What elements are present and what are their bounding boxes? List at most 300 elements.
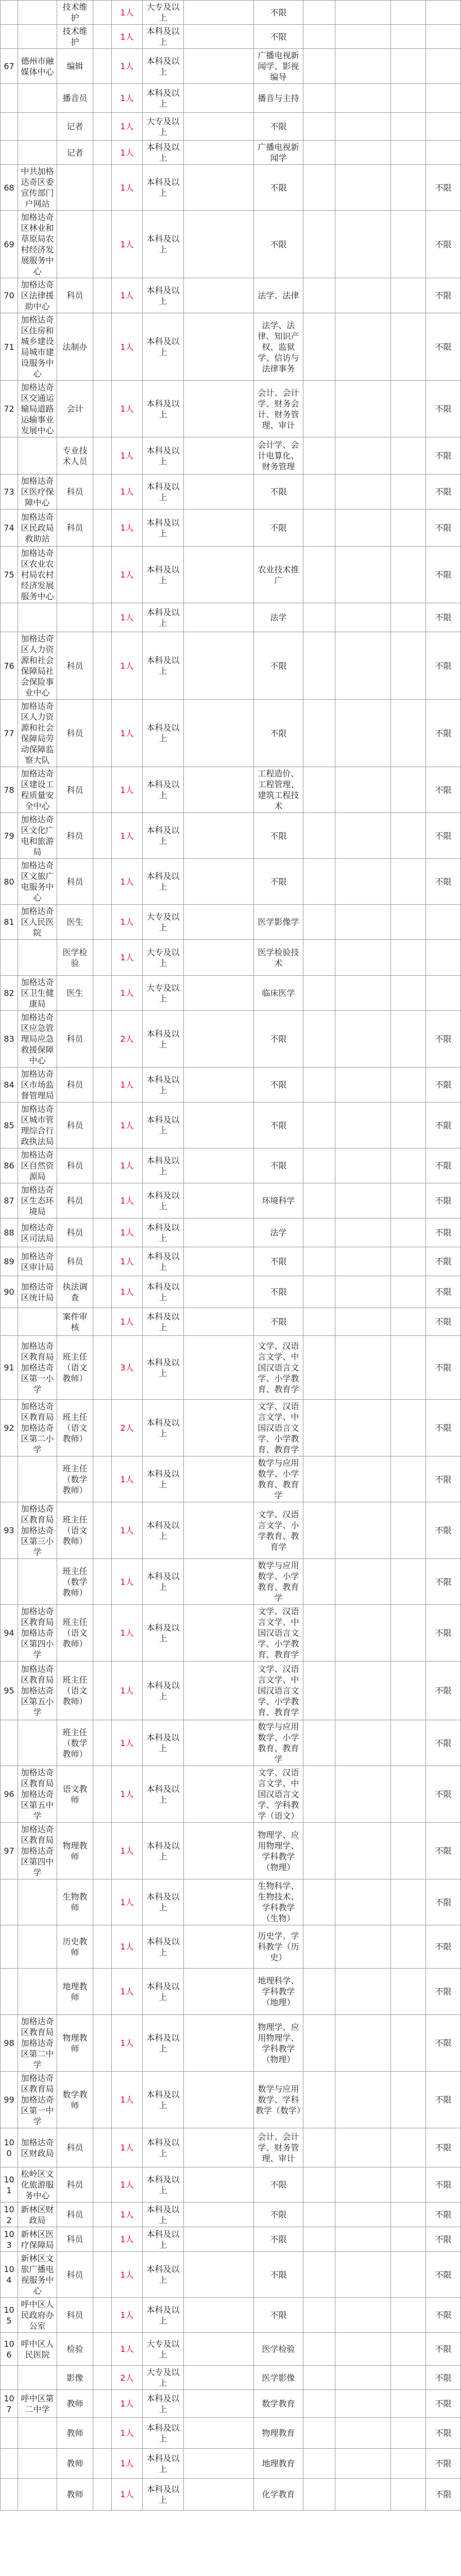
row-number-cell: 89	[1, 1247, 18, 1276]
unit-name-cell	[18, 25, 57, 49]
empty-cell	[93, 1276, 112, 1308]
headcount-cell: 1人	[112, 1879, 143, 1925]
empty-cell	[391, 1247, 426, 1276]
education-cell: 本科及以上	[143, 1103, 184, 1148]
major-cell: 数学与应用数学、小学教育、教育学	[254, 1559, 303, 1605]
headcount-cell: 1人	[112, 2252, 143, 2298]
empty-cell	[391, 976, 426, 1011]
education-cell: 本科及以上	[143, 603, 184, 632]
other-requirement-cell: 不限	[426, 1148, 461, 1183]
empty-cell	[391, 381, 426, 437]
headcount-cell: 1人	[112, 2202, 143, 2227]
empty-cell	[184, 2128, 254, 2167]
unit-name-cell: 加格达奇区医疗保障中心	[18, 474, 57, 510]
empty-cell	[184, 1502, 254, 1559]
empty-cell	[93, 2390, 112, 2418]
empty-cell	[335, 437, 391, 474]
unit-name-cell: 加格达奇区生态环境局	[18, 1183, 57, 1218]
post-name-cell: 数学教师	[57, 2072, 93, 2128]
unit-name-cell: 加格达奇区农业农村局农村经济发展服务中心	[18, 547, 57, 603]
major-cell: 广播电视新闻学	[254, 141, 303, 165]
row-number-cell: 96	[1, 1766, 18, 1823]
empty-cell	[335, 1067, 391, 1103]
empty-cell	[303, 1766, 335, 1823]
headcount-cell: 1人	[112, 1148, 143, 1183]
row-number-cell: 101	[1, 2167, 18, 2202]
table-row	[1, 905, 461, 940]
row-number-cell	[1, 1456, 18, 1502]
empty-cell	[391, 2479, 426, 2511]
education-cell: 本科及以上	[143, 547, 184, 603]
major-cell: 数学与应用数学、小学教育、教育学	[254, 1456, 303, 1502]
empty-cell	[184, 1218, 254, 1247]
empty-cell	[93, 510, 112, 547]
row-number-cell: 91	[1, 1336, 18, 1400]
education-cell: 大专及以上	[143, 1, 184, 25]
major-cell: 播音与主持	[254, 84, 303, 113]
empty-cell	[93, 859, 112, 905]
other-requirement-cell: 不限	[426, 2418, 461, 2449]
empty-cell	[391, 1605, 426, 1662]
other-requirement-cell	[426, 113, 461, 141]
major-cell: 不限	[254, 813, 303, 859]
headcount-cell: 1人	[112, 113, 143, 141]
table-row	[1, 1969, 461, 2015]
empty-cell	[93, 1400, 112, 1456]
empty-cell	[184, 2227, 254, 2252]
headcount-cell: 1人	[112, 2449, 143, 2479]
major-cell: 文学、汉语言文学、中国汉语言文学、小学教育、教育学	[254, 1605, 303, 1662]
empty-cell	[335, 1456, 391, 1502]
empty-cell	[391, 632, 426, 700]
headcount-cell: 1人	[112, 1502, 143, 1559]
empty-cell	[303, 165, 335, 211]
other-requirement-cell: 不限	[426, 813, 461, 859]
empty-cell	[184, 2418, 254, 2449]
empty-cell	[391, 1148, 426, 1183]
table-row	[1, 113, 461, 141]
table-row	[1, 1925, 461, 1969]
empty-cell	[93, 1336, 112, 1400]
headcount-cell: 1人	[112, 2128, 143, 2167]
empty-cell	[93, 1247, 112, 1276]
education-cell: 本科及以上	[143, 2252, 184, 2298]
empty-cell	[184, 211, 254, 278]
other-requirement-cell: 不限	[426, 2167, 461, 2202]
education-cell: 大专及以上	[143, 113, 184, 141]
unit-name-cell	[18, 603, 57, 632]
empty-cell	[335, 859, 391, 905]
empty-cell	[93, 2333, 112, 2366]
education-cell: 本科及以上	[143, 813, 184, 859]
unit-name-cell: 加格达奇区教育局加格达奇区第一小学	[18, 1336, 57, 1400]
post-name-cell: 记者	[57, 113, 93, 141]
unit-name-cell: 加格达奇区文旅广电服务中心	[18, 859, 57, 905]
post-name-cell: 科员	[57, 859, 93, 905]
empty-cell	[303, 437, 335, 474]
unit-name-cell	[18, 1, 57, 25]
empty-cell	[93, 437, 112, 474]
post-name-cell: 班主任（数学教师）	[57, 1456, 93, 1502]
education-cell: 本科及以上	[143, 313, 184, 381]
other-requirement-cell: 不限	[426, 1247, 461, 1276]
empty-cell	[303, 1336, 335, 1400]
empty-cell	[93, 1148, 112, 1183]
unit-name-cell: 加格达奇区自然资源局	[18, 1148, 57, 1183]
other-requirement-cell: 不限	[426, 1456, 461, 1502]
row-number-cell	[1, 1720, 18, 1766]
table-row	[1, 141, 461, 165]
table-row	[1, 381, 461, 437]
education-cell: 本科及以上	[143, 1879, 184, 1925]
post-name-cell: 科员	[57, 2227, 93, 2252]
table-row	[1, 700, 461, 767]
empty-cell	[184, 1823, 254, 1879]
empty-cell	[93, 313, 112, 381]
unit-name-cell: 新林区文旅广播电视服务中心	[18, 2252, 57, 2298]
empty-cell	[184, 940, 254, 976]
empty-cell	[391, 1662, 426, 1720]
post-name-cell: 科员	[57, 1183, 93, 1218]
major-cell: 法学	[254, 1218, 303, 1247]
headcount-cell: 1人	[112, 1925, 143, 1969]
table-row	[1, 2418, 461, 2449]
education-cell: 本科及以上	[143, 2390, 184, 2418]
post-name-cell: 记者	[57, 141, 93, 165]
table-row	[1, 2202, 461, 2227]
empty-cell	[303, 2366, 335, 2390]
table-row	[1, 2128, 461, 2167]
headcount-cell: 1人	[112, 313, 143, 381]
unit-name-cell: 加格达奇区财政局	[18, 2128, 57, 2167]
empty-cell	[184, 2202, 254, 2227]
headcount-cell: 1人	[112, 1183, 143, 1218]
empty-cell	[335, 2167, 391, 2202]
empty-cell	[184, 767, 254, 813]
empty-cell	[303, 313, 335, 381]
empty-cell	[335, 1969, 391, 2015]
empty-cell	[184, 84, 254, 113]
empty-cell	[184, 1559, 254, 1605]
education-cell: 本科及以上	[143, 1925, 184, 1969]
education-cell: 大专及以上	[143, 976, 184, 1011]
education-cell: 大专及以上	[143, 940, 184, 976]
post-name-cell: 科员	[57, 474, 93, 510]
headcount-cell: 1人	[112, 905, 143, 940]
empty-cell	[184, 700, 254, 767]
row-number-cell: 88	[1, 1218, 18, 1247]
empty-cell	[335, 211, 391, 278]
empty-cell	[335, 700, 391, 767]
education-cell: 本科及以上	[143, 859, 184, 905]
row-number-cell: 69	[1, 211, 18, 278]
table-row	[1, 767, 461, 813]
empty-cell	[303, 1183, 335, 1218]
empty-cell	[93, 381, 112, 437]
other-requirement-cell	[426, 1, 461, 25]
empty-cell	[335, 976, 391, 1011]
empty-cell	[184, 1925, 254, 1969]
education-cell: 本科及以上	[143, 1969, 184, 2015]
other-requirement-cell: 不限	[426, 1336, 461, 1400]
empty-cell	[303, 905, 335, 940]
education-cell: 本科及以上	[143, 2449, 184, 2479]
empty-cell	[391, 905, 426, 940]
row-number-cell: 84	[1, 1067, 18, 1103]
empty-cell	[335, 767, 391, 813]
other-requirement-cell: 不限	[426, 1879, 461, 1925]
headcount-cell: 1人	[112, 700, 143, 767]
row-number-cell: 77	[1, 700, 18, 767]
other-requirement-cell: 不限	[426, 1559, 461, 1605]
empty-cell	[335, 2479, 391, 2511]
empty-cell	[335, 141, 391, 165]
empty-cell	[335, 381, 391, 437]
empty-cell	[184, 141, 254, 165]
major-cell: 医学影像	[254, 2366, 303, 2390]
empty-cell	[335, 1400, 391, 1456]
headcount-cell: 1人	[112, 1662, 143, 1720]
other-requirement-cell	[426, 940, 461, 976]
empty-cell	[303, 603, 335, 632]
table-row	[1, 211, 461, 278]
row-number-cell: 80	[1, 859, 18, 905]
empty-cell	[391, 2449, 426, 2479]
empty-cell	[303, 381, 335, 437]
education-cell: 本科及以上	[143, 1148, 184, 1183]
table-row	[1, 547, 461, 603]
major-cell: 广播电视新闻学、影视编导	[254, 49, 303, 84]
empty-cell	[303, 2333, 335, 2366]
empty-cell	[184, 1308, 254, 1336]
empty-cell	[184, 2366, 254, 2390]
empty-cell	[335, 905, 391, 940]
row-number-cell	[1, 1925, 18, 1969]
unit-name-cell: 加格达奇区司法局	[18, 1218, 57, 1247]
education-cell: 本科及以上	[143, 2479, 184, 2511]
empty-cell	[303, 859, 335, 905]
post-name-cell: 执法调查	[57, 1276, 93, 1308]
empty-cell	[184, 1720, 254, 1766]
empty-cell	[93, 1605, 112, 1662]
other-requirement-cell: 不限	[426, 510, 461, 547]
post-name-cell: 科员	[57, 1148, 93, 1183]
empty-cell	[391, 603, 426, 632]
other-requirement-cell: 不限	[426, 1502, 461, 1559]
empty-cell	[391, 2167, 426, 2202]
post-name-cell: 医生	[57, 905, 93, 940]
empty-cell	[93, 1456, 112, 1502]
education-cell: 本科及以上	[143, 1823, 184, 1879]
headcount-cell: 1人	[112, 2418, 143, 2449]
empty-cell	[184, 2072, 254, 2128]
headcount-cell: 1人	[112, 1720, 143, 1766]
post-name-cell: 技术维护	[57, 1, 93, 25]
major-cell: 物理学、应用物理学、学科教学（物理）	[254, 1823, 303, 1879]
education-cell: 本科及以上	[143, 1502, 184, 1559]
empty-cell	[391, 1276, 426, 1308]
headcount-cell: 1人	[112, 2167, 143, 2202]
empty-cell	[184, 1, 254, 25]
empty-cell	[184, 976, 254, 1011]
empty-cell	[391, 1720, 426, 1766]
unit-name-cell: 加格达奇区统计局	[18, 1276, 57, 1308]
post-name-cell: 教师	[57, 2479, 93, 2511]
empty-cell	[391, 1067, 426, 1103]
post-name-cell: 科员	[57, 510, 93, 547]
row-number-cell: 71	[1, 313, 18, 381]
post-name-cell: 科员	[57, 1067, 93, 1103]
unit-name-cell: 加格达奇区人民医院	[18, 905, 57, 940]
table-row	[1, 859, 461, 905]
major-cell: 不限	[254, 1308, 303, 1336]
empty-cell	[184, 1336, 254, 1400]
row-number-cell: 82	[1, 976, 18, 1011]
empty-cell	[93, 632, 112, 700]
major-cell: 不限	[254, 2298, 303, 2333]
empty-cell	[93, 1925, 112, 1969]
headcount-cell: 1人	[112, 1823, 143, 1879]
other-requirement-cell: 不限	[426, 2333, 461, 2366]
empty-cell	[335, 2072, 391, 2128]
empty-cell	[335, 2366, 391, 2390]
major-cell: 数学与应用数学、学科教学（数学）	[254, 2072, 303, 2128]
empty-cell	[184, 2252, 254, 2298]
headcount-cell: 1人	[112, 2227, 143, 2252]
empty-cell	[391, 2252, 426, 2298]
headcount-cell: 1人	[112, 165, 143, 211]
headcount-cell: 1人	[112, 2390, 143, 2418]
post-name-cell: 班主任（数学教师）	[57, 1720, 93, 1766]
empty-cell	[303, 1559, 335, 1605]
empty-cell	[184, 1103, 254, 1148]
empty-cell	[184, 2449, 254, 2479]
other-requirement-cell: 不限	[426, 1400, 461, 1456]
empty-cell	[391, 2015, 426, 2072]
unit-name-cell	[18, 1969, 57, 2015]
major-cell: 环境科学	[254, 1183, 303, 1218]
table-row	[1, 2333, 461, 2366]
empty-cell	[184, 2298, 254, 2333]
other-requirement-cell: 不限	[426, 859, 461, 905]
table-row	[1, 1218, 461, 1247]
other-requirement-cell: 不限	[426, 1720, 461, 1766]
empty-cell	[93, 1662, 112, 1720]
other-requirement-cell: 不限	[426, 700, 461, 767]
post-name-cell: 历史教师	[57, 1925, 93, 1969]
headcount-cell: 1人	[112, 632, 143, 700]
education-cell: 本科及以上	[143, 1559, 184, 1605]
empty-cell	[335, 1336, 391, 1400]
unit-name-cell: 加格达奇区市场监督管理局	[18, 1067, 57, 1103]
education-cell: 本科及以上	[143, 510, 184, 547]
other-requirement-cell	[426, 976, 461, 1011]
major-cell: 数学与应用数学、小学教育、教育学	[254, 1720, 303, 1766]
empty-cell	[93, 278, 112, 313]
headcount-cell: 1人	[112, 1969, 143, 2015]
empty-cell	[303, 1011, 335, 1067]
table-row	[1, 1183, 461, 1218]
row-number-cell	[1, 113, 18, 141]
empty-cell	[391, 510, 426, 547]
major-cell: 不限	[254, 1247, 303, 1276]
table-row	[1, 1148, 461, 1183]
unit-name-cell: 加格达奇区城市管理综合行政执法局	[18, 1103, 57, 1148]
education-cell: 本科及以上	[143, 84, 184, 113]
major-cell: 物理学、应用物理学、学科教学（物理）	[254, 2015, 303, 2072]
headcount-cell: 3人	[112, 1336, 143, 1400]
major-cell: 地理教育	[254, 2449, 303, 2479]
empty-cell	[391, 278, 426, 313]
empty-cell	[335, 1183, 391, 1218]
empty-cell	[184, 474, 254, 510]
empty-cell	[335, 165, 391, 211]
other-requirement-cell: 不限	[426, 278, 461, 313]
empty-cell	[93, 2252, 112, 2298]
unit-name-cell	[18, 437, 57, 474]
education-cell: 本科及以上	[143, 2072, 184, 2128]
other-requirement-cell: 不限	[426, 2202, 461, 2227]
empty-cell	[303, 1456, 335, 1502]
empty-cell	[184, 25, 254, 49]
post-name-cell: 班主任（语文教师）	[57, 1662, 93, 1720]
empty-cell	[335, 2449, 391, 2479]
empty-cell	[335, 278, 391, 313]
empty-cell	[391, 2227, 426, 2252]
empty-cell	[335, 1103, 391, 1148]
table-row	[1, 2298, 461, 2333]
row-number-cell: 67	[1, 49, 18, 84]
other-requirement-cell	[426, 905, 461, 940]
empty-cell	[303, 1218, 335, 1247]
education-cell: 本科及以上	[143, 381, 184, 437]
empty-cell	[303, 113, 335, 141]
empty-cell	[303, 632, 335, 700]
major-cell: 会计、会计学、财务会计、财务管理、审计	[254, 381, 303, 437]
row-number-cell: 81	[1, 905, 18, 940]
headcount-cell: 1人	[112, 49, 143, 84]
table-body	[1, 1, 461, 2511]
other-requirement-cell	[426, 84, 461, 113]
empty-cell	[184, 632, 254, 700]
empty-cell	[335, 113, 391, 141]
row-number-cell	[1, 437, 18, 474]
post-name-cell: 班主任（语文教师）	[57, 1502, 93, 1559]
post-name-cell: 教师	[57, 2449, 93, 2479]
unit-name-cell: 加格达奇区教育局加格达奇区第四中学	[18, 1823, 57, 1879]
empty-cell	[303, 49, 335, 84]
empty-cell	[391, 813, 426, 859]
education-cell: 本科及以上	[143, 767, 184, 813]
post-name-cell: 医学检验	[57, 940, 93, 976]
education-cell: 本科及以上	[143, 632, 184, 700]
empty-cell	[391, 1103, 426, 1148]
empty-cell	[335, 1605, 391, 1662]
empty-cell	[335, 510, 391, 547]
post-name-cell: 科员	[57, 632, 93, 700]
empty-cell	[303, 1969, 335, 2015]
education-cell: 本科及以上	[143, 49, 184, 84]
empty-cell	[335, 2390, 391, 2418]
headcount-cell: 1人	[112, 2479, 143, 2511]
empty-cell	[184, 2479, 254, 2511]
other-requirement-cell: 不限	[426, 2015, 461, 2072]
empty-cell	[391, 2298, 426, 2333]
unit-name-cell: 加格达奇区应急管理局应急救援保障中心	[18, 1011, 57, 1067]
empty-cell	[184, 510, 254, 547]
education-cell: 本科及以上	[143, 2418, 184, 2449]
empty-cell	[303, 1276, 335, 1308]
